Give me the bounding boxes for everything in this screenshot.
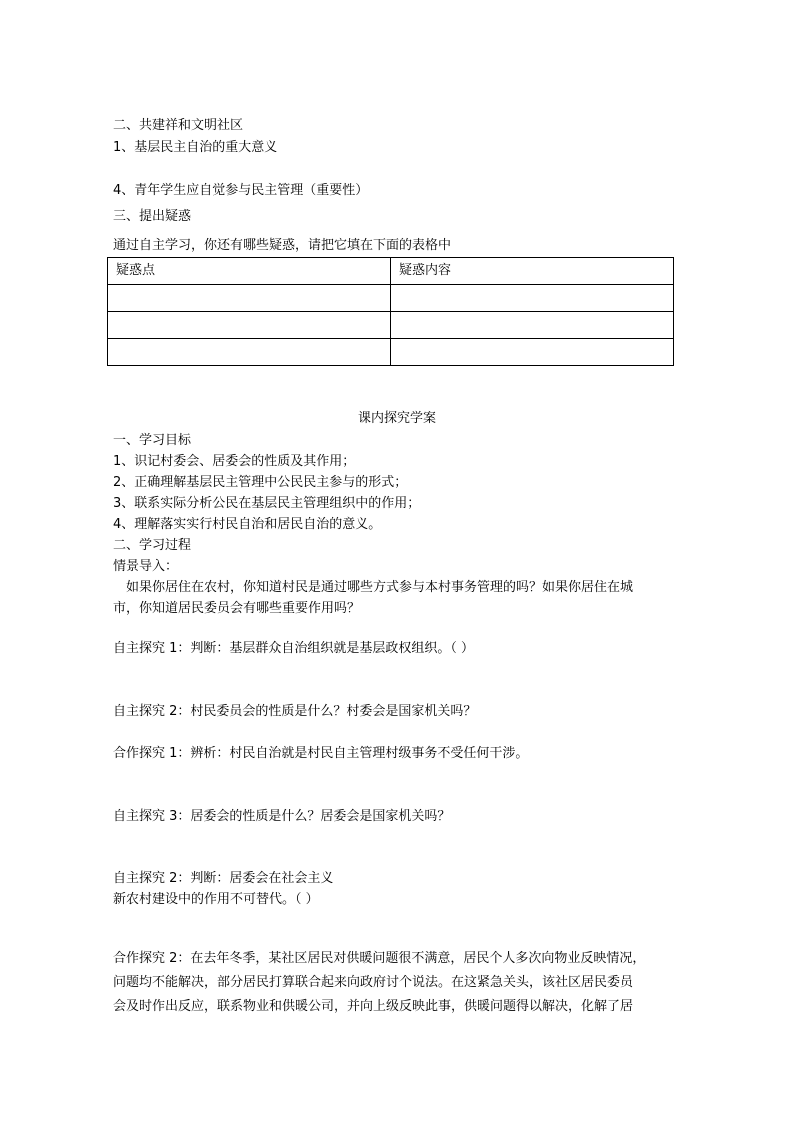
table-row xyxy=(108,339,674,366)
process-heading: 二、学习过程 xyxy=(113,538,192,553)
question-5: 自主探究 2：判断：居委会在社会主义 xyxy=(113,871,334,886)
goal-item: 2、正确理解基层民主管理中公民民主参与的形式； xyxy=(113,475,408,490)
question-3: 合作探究 1：辨析：村民自治就是村民自主管理村级事务不受任何干涉。 xyxy=(113,746,529,761)
section-heading-2: 二、共建祥和文明社区 xyxy=(113,118,244,133)
table-header-cell: 疑惑点 xyxy=(108,258,391,285)
table-cell[interactable] xyxy=(108,285,391,312)
intro-text: 市，你知道居民委员会有哪些重要作用吗？ xyxy=(113,601,361,616)
table-cell[interactable] xyxy=(108,339,391,366)
table-header-cell: 疑惑内容 xyxy=(391,258,674,285)
question-6: 合作探究 2：在去年冬季，某社区居民对供暖问题很不满意，居民个人多次向物业反映情况， xyxy=(113,951,646,966)
instruction-text: 通过自主学习，你还有哪些疑惑，请把它填在下面的表格中 xyxy=(113,238,452,253)
intro-text: 如果你居住在农村，你知道村民是通过哪些方式参与本村事务管理的吗？如果你居住在城 xyxy=(126,580,634,595)
goal-item: 1、识记村委会、居委会的性质及其作用； xyxy=(113,454,356,469)
goal-item: 3、联系实际分析公民在基层民主管理组织中的作用； xyxy=(113,496,421,511)
table-row xyxy=(108,285,674,312)
goal-item: 4、理解落实实行村民自治和居民自治的意义。 xyxy=(113,517,382,532)
table-header-row xyxy=(108,258,674,285)
intro-label: 情景导入： xyxy=(113,559,179,574)
doubts-table xyxy=(107,257,674,366)
inclass-title: 课内探究学案 xyxy=(357,411,436,426)
question-2: 自主探究 2：村民委员会的性质是什么？村委会是国家机关吗？ xyxy=(113,704,477,719)
table-cell[interactable] xyxy=(391,312,674,339)
question-6-cont: 会及时作出反应，联系物业和供暖公司，并向上级反映此事，供暖问题得以解决，化解了居 xyxy=(113,999,634,1014)
question-6-cont: 问题均不能解决，部分居民打算联合起来向政府讨个说法。在这紧急关头，该社区居民委员 xyxy=(113,975,634,990)
goals-heading: 一、学习目标 xyxy=(113,433,192,448)
item-4: 4、青年学生应自觉参与民主管理（重要性） xyxy=(113,183,369,198)
table-cell[interactable] xyxy=(391,339,674,366)
table-cell[interactable] xyxy=(108,312,391,339)
table-cell[interactable] xyxy=(391,285,674,312)
item-1: 1、基层民主自治的重大意义 xyxy=(113,140,278,155)
question-1: 自主探究 1：判断：基层群众自治组织就是基层政权组织。（ ） xyxy=(113,641,475,656)
table-row xyxy=(108,312,674,339)
section-heading-3: 三、提出疑惑 xyxy=(113,209,192,224)
question-4: 自主探究 3：居委会的性质是什么？居委会是国家机关吗？ xyxy=(113,809,451,824)
question-5-cont: 新农村建设中的作用不可替代。（ ） xyxy=(113,892,319,907)
